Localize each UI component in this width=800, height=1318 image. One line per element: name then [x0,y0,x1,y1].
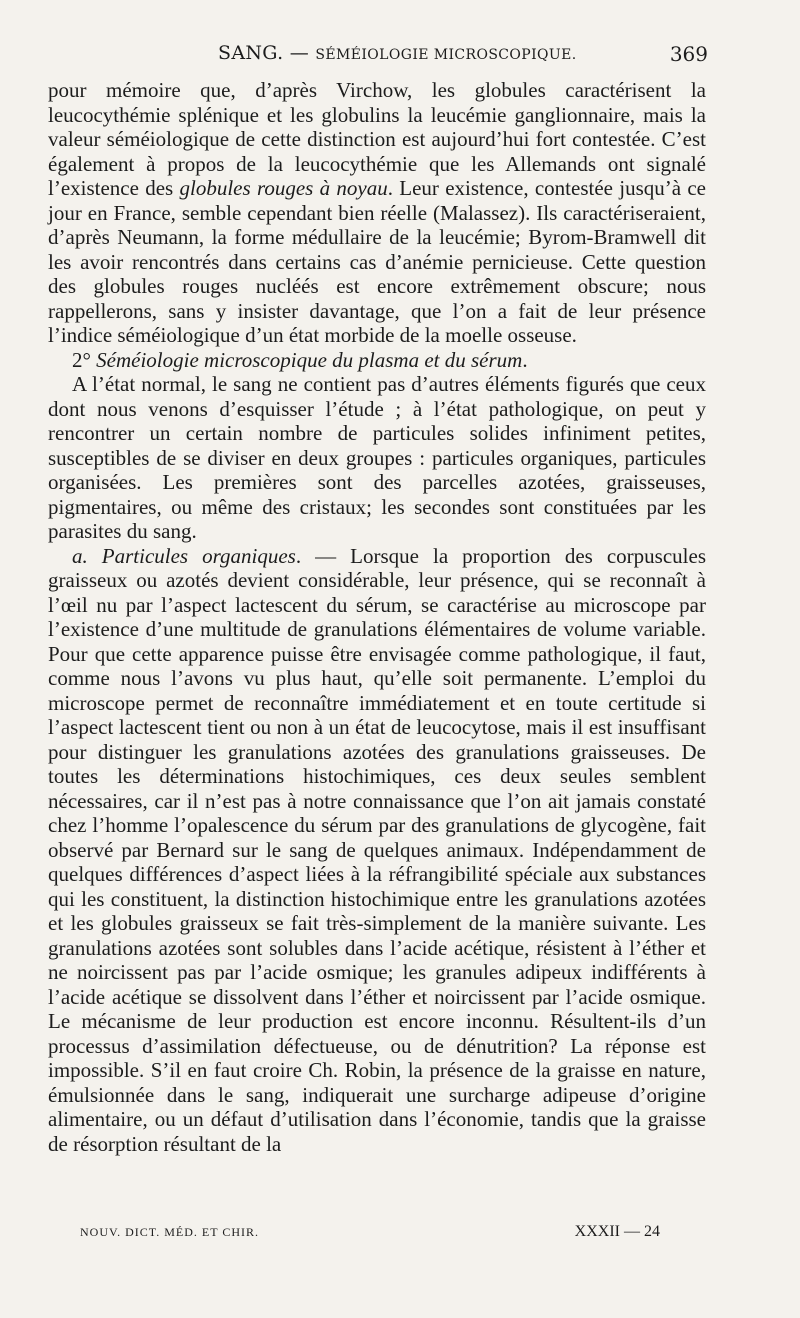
text-run: . [522,347,528,372]
text-run: . — Lorsque la proportion des corpuscules graisseux ou azotés devient considérable, leur présence, qui se reconnaît à l’œil nu par l’aspect lactescent du sérum, se caractérise au microscope par l’existence d’une multitude de granulations élémentaires de volume variable. Pour que cette apparence puisse être envisagée comme pathologique, il faut, comme nous l’avons vu plus haut, qu’elle soit permanente. L’emploi du microscope permet de reconnaître immédiatement et en toute certitude si l’aspect lactescent tient ou non à un état de leucocytose, mais il est insuffisant pour distinguer les granulations azotées des granulations graisseuses. De toutes les déterminations histochimiques, ces deux seules semblent nécessaires, car il n’est pas à notre connaissance que l’on ait jamais constaté chez l’homme l’opalescence du sérum par des granulations de glycogène, fait observé par Bernard sur le sang de quelques animaux. Indépendamment de quelques différences d’aspect liées à la réfrangibilité spéciale aux substances qui les constituent, la distinction histochimique entre les granulations azotées et les globules graisseux se fait très-simplement de la manière suivante. Les granulations azotées sont solubles dans l’acide acétique, résistent à l’éther et ne noircissent pas par l’acide osmique; les granules adipeux indifférents à l’acide acétique se dissolvent dans l’éther et noircissent par l’acide osmique. Le mécanisme de leur production est encore inconnu. Résultent-ils d’un processus d’assimilation défectueuse, ou de dénutrition? La réponse est impossible. S’il en faut croire Ch. Robin, la présence de la graisse en nature, émulsionnée dans le sang, indiquerait une surcharge adipeuse d’origine alimentaire, ou un défaut d’utilisation dans l’économie, tandis que la graisse de résorption résultant de la [48,543,706,1156]
text-run: 2° [72,347,97,372]
italic-text: a. Particules organiques [72,543,296,568]
italic-text: Séméiologie microscopique du plasma et du sérum [96,347,523,372]
paragraph-p4 [48,544,706,1157]
footer-volume-sheet: XXXII — 24 [574,1223,660,1240]
paragraph-p2 [48,348,706,373]
italic-text: globules rouges à noyau [179,176,388,200]
running-title-sub: SÉMÉIOLOGIE MICROSCOPIQUE. [315,47,577,63]
text-run: A l’état normal, le sang ne contient pas d’autres éléments figurés que ceux dont nous venons d’esquisser l’étude ; à l’état pathologique, on peut y rencontrer un certain nombre de particules solides infiniment petites, susceptibles de se diviser en deux groupes : particules organiques, particules organisées. Les premières sont des parcelles azotées, graisseuses, pigmentaires, ou même des cristaux; les secondes sont constituées par les parasites du sang. [48,372,706,543]
running-title [218,42,577,64]
page-footer [80,1225,680,1249]
text-run: pour mémoire que, d’après Virchow, les globules caractérisent la leucocythémie splénique et les globulins la leucémie ganglionnaire, mais la valeur séméiologique de cette distinction est aujourd’hui fort contestée. C’est également à propos de la leucocythémie que les Allemands ont signalé l’existence des [48,78,706,200]
text-run: . Leur existence, contestée jusqu’à ce jour en France, semble cependant bien réelle (Malassez). Ils caractériseraient, d’après Neumann, la forme médullaire de la leucémie; Byrom-Bramwell dit les avoir rencontrés dans certains cas d’anémie pernicieuse. Cette question des globules rouges nucléés est encore extrêmement obscure; nous rappellerons, sans y insister davantage, que l’on a fait de leur présence l’indice séméiologique d’un état morbide de la moelle osseuse. [48,176,706,347]
running-title-main: SANG. — [218,42,310,64]
page-number: 369 [669,42,708,66]
paragraph-p3 [48,372,706,544]
footer-signature: NOUV. DICT. MÉD. ET CHIR. [80,1225,260,1239]
running-header [48,42,708,72]
paragraph-p1 [48,78,706,348]
body-text [48,78,706,1156]
